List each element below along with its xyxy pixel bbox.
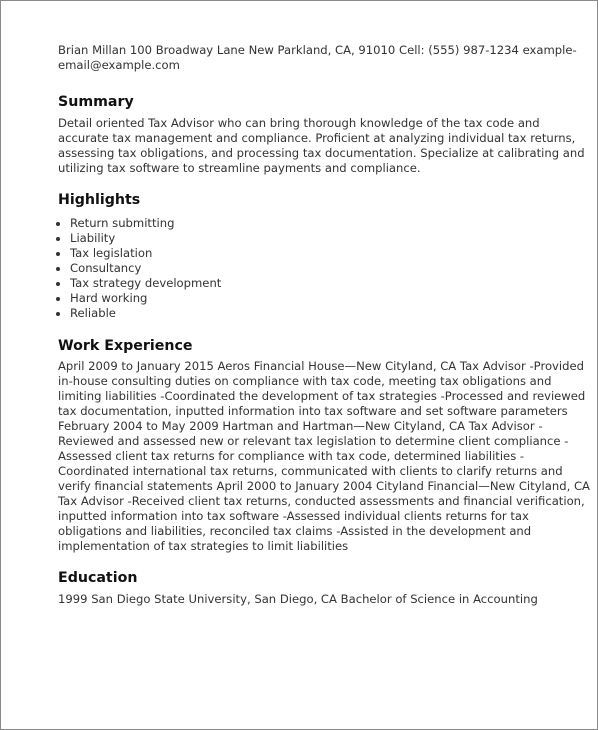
work-experience-text: April 2009 to January 2015 Aeros Financial House—New Cityland, CA Tax Advisor -Provided in-house consulting duties on compliance with tax code, meeting tax obligations and limiting liabilities -Coordinated the development of tax strategies -Processed and reviewed tax documentation, inputted information into tax software and set software parameters February 2004 to May 2009 Hartman and Hartman—New Cityland, CA Tax Advisor -Reviewed and assessed new or relevant tax legislation to determine client compliance -Assessed client tax returns for compliance with tax code, determined liabilities -Coordinated international tax returns, communicated with clients to clarify returns and verify financial statements April 2000 to January 2004 Cityland Financial—New Cityland, CA Tax Advisor -Received client tax returns, conducted assessments and financial verification, inputted information into tax software -Assessed individual clients returns for tax obligations and liabilities, reconciled tax claims -Assisted in the development and implementation of tax strategies to limit liabilities: [58, 359, 590, 553]
highlights-heading: Highlights: [58, 192, 141, 208]
contact-info: Brian Millan 100 Broadway Lane New Parkland, CA, 91010 Cell: (555) 987-1234 example-email@example.com: [58, 43, 577, 72]
resume-content: [58, 43, 591, 607]
education-heading: Education: [58, 570, 138, 586]
highlights-list: [58, 216, 591, 321]
education-text: 1999 San Diego State University, San Diego, CA Bachelor of Science in Accounting: [58, 592, 538, 606]
highlight-item: • Reliable: [70, 306, 591, 321]
highlight-item: • Consultancy: [70, 261, 591, 276]
work-experience-heading: Work Experience: [58, 338, 193, 354]
summary-heading: Summary: [58, 94, 134, 110]
summary-text: Detail oriented Tax Advisor who can bring thorough knowledge of the tax code and accurate tax management and compliance. Proficient at analyzing individual tax returns, assessing tax obligations, and processing tax documentation. Specialize at calibrating and utilizing tax software to streamline payments and compliance.: [58, 116, 585, 175]
highlight-item: • Tax strategy development: [70, 276, 591, 291]
highlight-item: • Liability: [70, 231, 591, 246]
highlight-item: • Tax legislation: [70, 246, 591, 261]
highlight-item: • Return submitting: [70, 216, 591, 231]
highlight-item: • Hard working: [70, 291, 591, 306]
